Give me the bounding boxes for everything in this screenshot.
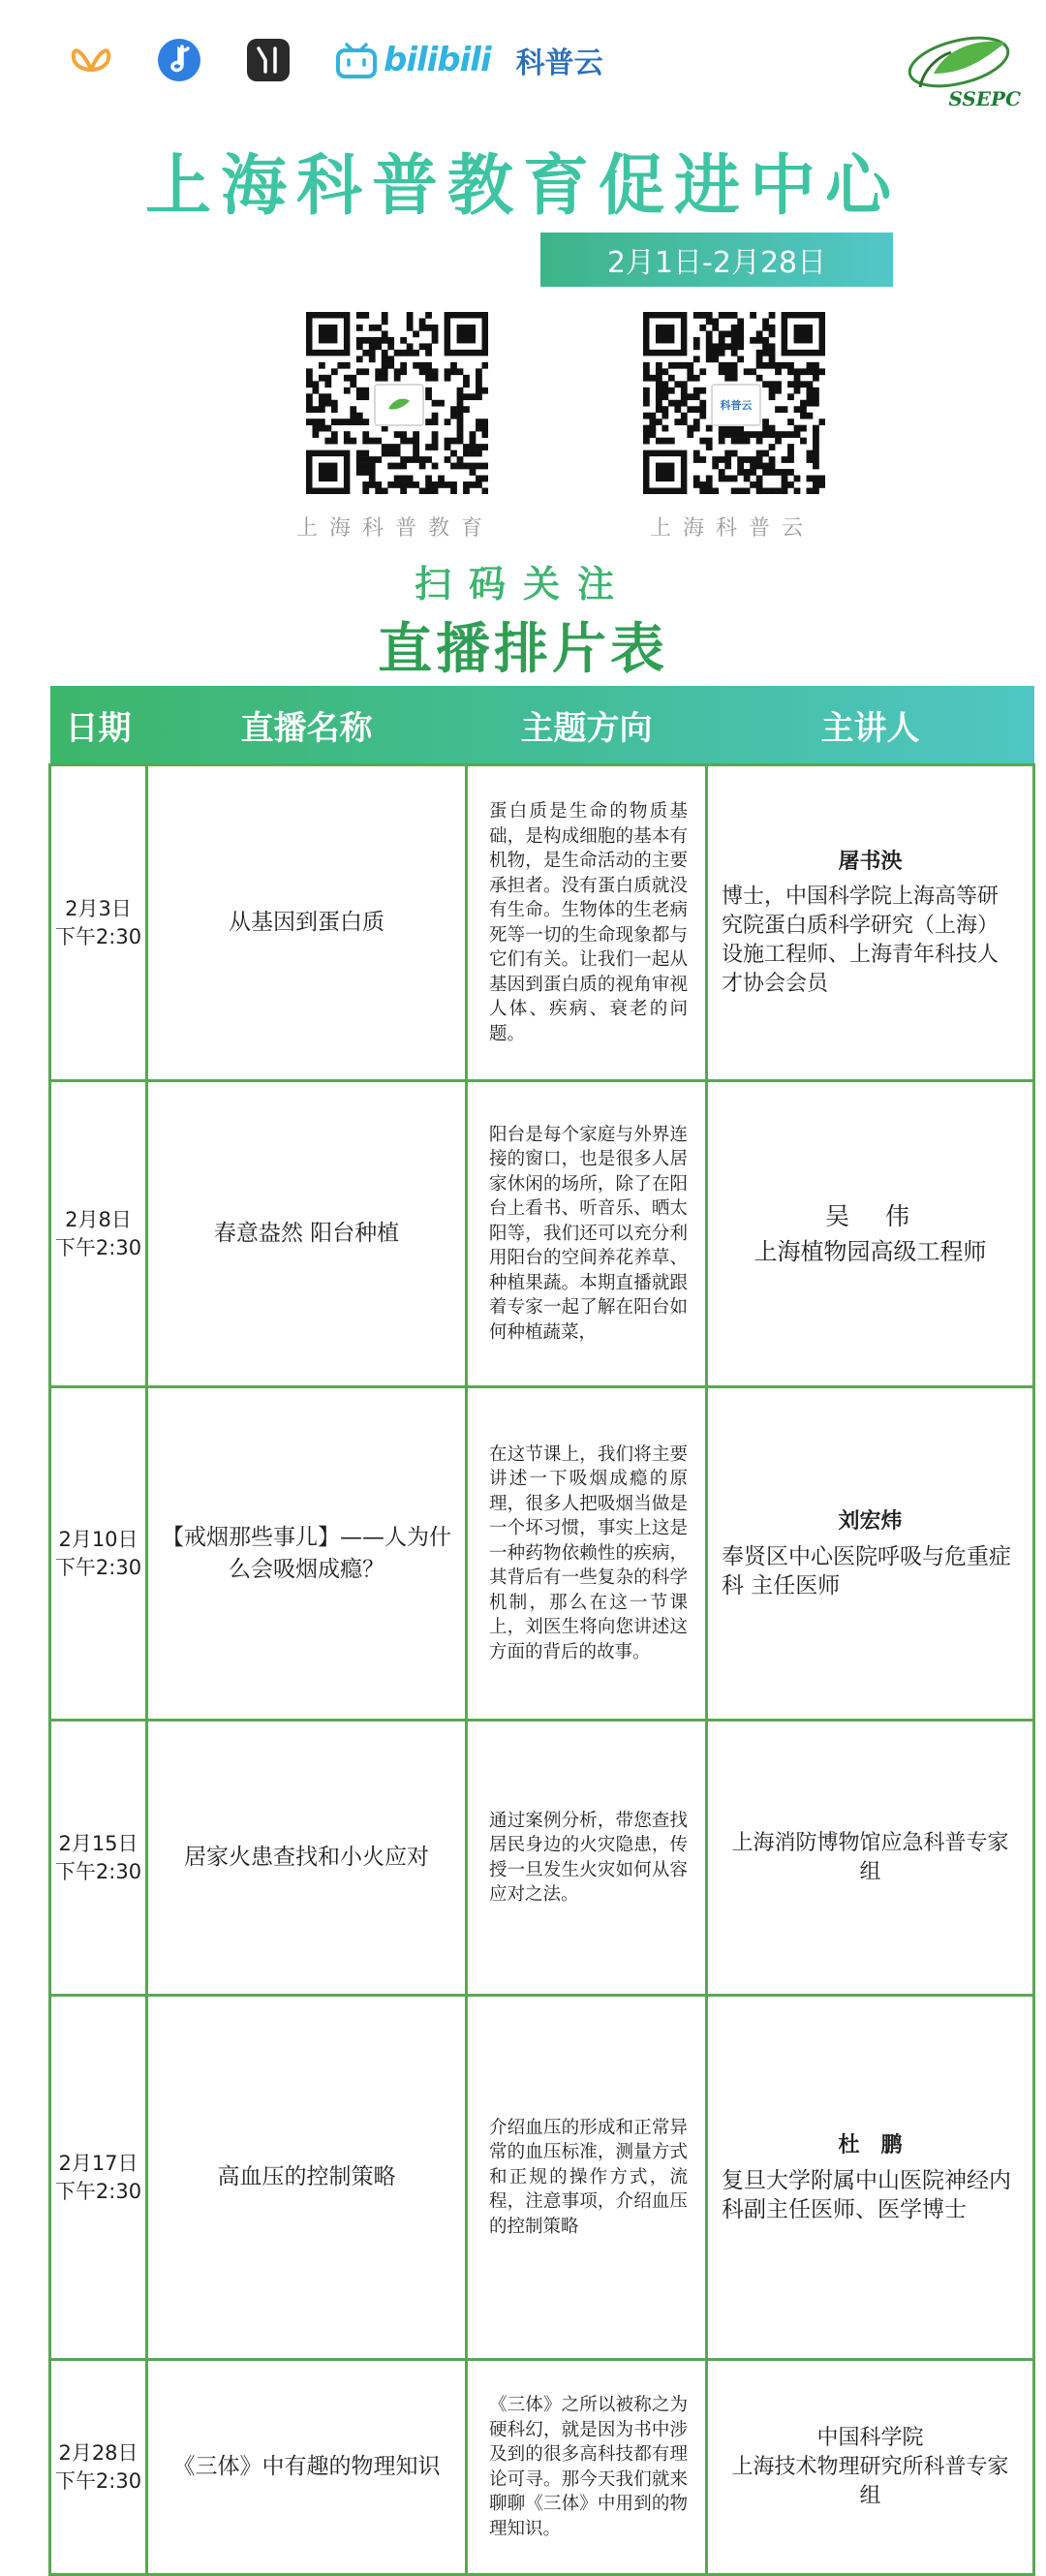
cell-speaker	[707, 1387, 1034, 1721]
qr-code-left	[306, 312, 488, 494]
scan-prompt: 扫码关注	[414, 563, 631, 605]
cell-name: 【戒烟那些事儿】——人为什么会吸烟成瘾？	[147, 1387, 467, 1721]
schedule-title: 直播排片表	[378, 618, 668, 681]
speaker-title: 博士，中国科学院上海高等研究院蛋白质科学研究（上海）设施工程师、上海青年科技人才协会会员	[722, 884, 1000, 996]
y-app-icon	[246, 38, 291, 82]
row-time: 下午2:30	[54, 2468, 142, 2493]
cell-speaker	[707, 1721, 1034, 1996]
header-topic: 主题方向	[520, 708, 653, 748]
cell-date	[50, 1996, 147, 2360]
cell-date	[50, 1721, 147, 1996]
speaker-title: 复旦大学附属中山医院神经内科副主任医师、医学博士	[722, 2167, 1011, 2222]
kepuyun-wordmark: 科普云	[515, 47, 603, 80]
cell-speaker	[707, 1996, 1034, 2360]
cell-speaker	[707, 2360, 1034, 2575]
cell-date	[50, 1081, 147, 1387]
cell-name: 春意盎然 阳台种植	[147, 1081, 467, 1387]
qr-label-left: 上海科普教育	[295, 516, 494, 541]
speaker-title: 奉贤区中心医院呼吸与危重症科 主任医师	[722, 1543, 1011, 1598]
music-note-icon	[157, 38, 201, 82]
cell-name: 高血压的控制策略	[147, 1996, 467, 2360]
bilibili-logo	[335, 41, 491, 79]
cell-topic: 蛋白质是生命的物质基础，是构成细胞的基本有机物，是生命活动的主要承担者。没有蛋白质就没有生命。生物体的生老病死等一切的生命现象都与它们有关。让我们一起从基因到蛋白质的视角审视人体、疾病、衰老的问题。	[467, 765, 707, 1081]
cell-name: 居家火患查找和小火应对	[147, 1721, 467, 1996]
row-time: 下午2:30	[54, 2179, 142, 2203]
table-row	[50, 1996, 1034, 2360]
page-title: 上海科普教育促进中心	[144, 147, 901, 225]
header-date: 日期	[65, 708, 132, 748]
row-time: 下午2:30	[54, 1859, 142, 1883]
cell-date	[50, 765, 147, 1081]
row-date: 2月3日	[65, 896, 132, 920]
row-date: 2月17日	[58, 2151, 138, 2175]
bilibili-wordmark: bilibili	[384, 41, 491, 79]
speaker-title: 上海消防博物馆应急科普专家组	[731, 1830, 1009, 1884]
speaker-name: 中国科学院	[816, 2425, 924, 2450]
speaker-title: 上海技术物理研究所科普专家组	[731, 2454, 1009, 2508]
row-time: 下午2:30	[54, 1235, 142, 1259]
qr-logo-right: 科普云	[711, 384, 761, 426]
cell-speaker	[707, 1081, 1034, 1387]
row-time: 下午2:30	[54, 1555, 142, 1579]
ssepc-wordmark: SSEPC	[948, 87, 1021, 110]
cell-speaker	[707, 765, 1034, 1081]
speaker-title: 上海植物园高级工程师	[754, 1237, 987, 1265]
row-date: 2月15日	[58, 1831, 138, 1855]
table-row	[50, 765, 1034, 1081]
cell-name: 从基因到蛋白质	[147, 765, 467, 1081]
schedule-table	[48, 686, 1035, 2576]
speaker-name: 吴 伟	[824, 1201, 915, 1230]
header-speaker: 主讲人	[820, 708, 920, 748]
cell-topic: 通过案例分析，带您查找居民身边的火灾隐患，传授一旦发生火灾如何从容应对之法。	[467, 1721, 707, 1996]
cell-topic: 在这节课上，我们将主要讲述一下吸烟成瘾的原理，很多人把吸烟当做是一个坏习惯，事实上这是一种药物依赖性的疾病，其背后有一些复杂的科学机制，那么在这一节课上，刘医生将向您讲述这方面的背后的故事。	[467, 1387, 707, 1721]
header-name: 直播名称	[240, 708, 373, 748]
row-date: 2月8日	[65, 1207, 132, 1231]
qr-label-right: 上海科普云	[649, 516, 815, 541]
table-row	[50, 2360, 1034, 2575]
row-time: 下午2:30	[54, 924, 142, 948]
cell-name: 《三体》中有趣的物理知识	[147, 2360, 467, 2575]
speaker-name: 刘宏炜	[838, 1508, 903, 1534]
speaker-name: 杜 鹏	[838, 2132, 903, 2157]
table-row	[50, 1081, 1034, 1387]
butterfly-icon	[70, 41, 112, 79]
cell-date	[50, 1387, 147, 1721]
cell-topic: 介绍血压的形成和正常异常的血压标准，测量方式和正规的操作方式，流程，注意事项，介绍血压的控制策略	[467, 1996, 707, 2360]
qr-code-right	[643, 312, 825, 494]
speaker-name: 屠书泱	[838, 849, 903, 874]
cell-topic: 《三体》之所以被称之为硬科幻，就是因为书中涉及到的很多高科技都有理论可寻。那今天我们就来聊聊《三体》中用到的物理知识。	[467, 2360, 707, 2575]
row-date: 2月10日	[58, 1527, 138, 1551]
table-header-row	[50, 686, 1034, 765]
cell-date	[50, 2360, 147, 2575]
cell-topic: 阳台是每个家庭与外界连接的窗口，也是很多人居家休闲的场所，除了在阳台上看书、听音乐、晒太阳等，我们还可以充分利用阳台的空间养花养草、种植果蔬。本期直播就跟着专家一起了解在阳台如何种植蔬菜，	[467, 1081, 707, 1387]
logo-strip	[70, 31, 603, 89]
row-date: 2月28日	[58, 2440, 138, 2465]
date-range-banner: 2月1日-2月28日	[540, 233, 893, 287]
table-row	[50, 1387, 1034, 1721]
bilibili-tv-icon	[335, 41, 378, 79]
table-row	[50, 1721, 1034, 1996]
qr-logo-left	[374, 384, 424, 426]
